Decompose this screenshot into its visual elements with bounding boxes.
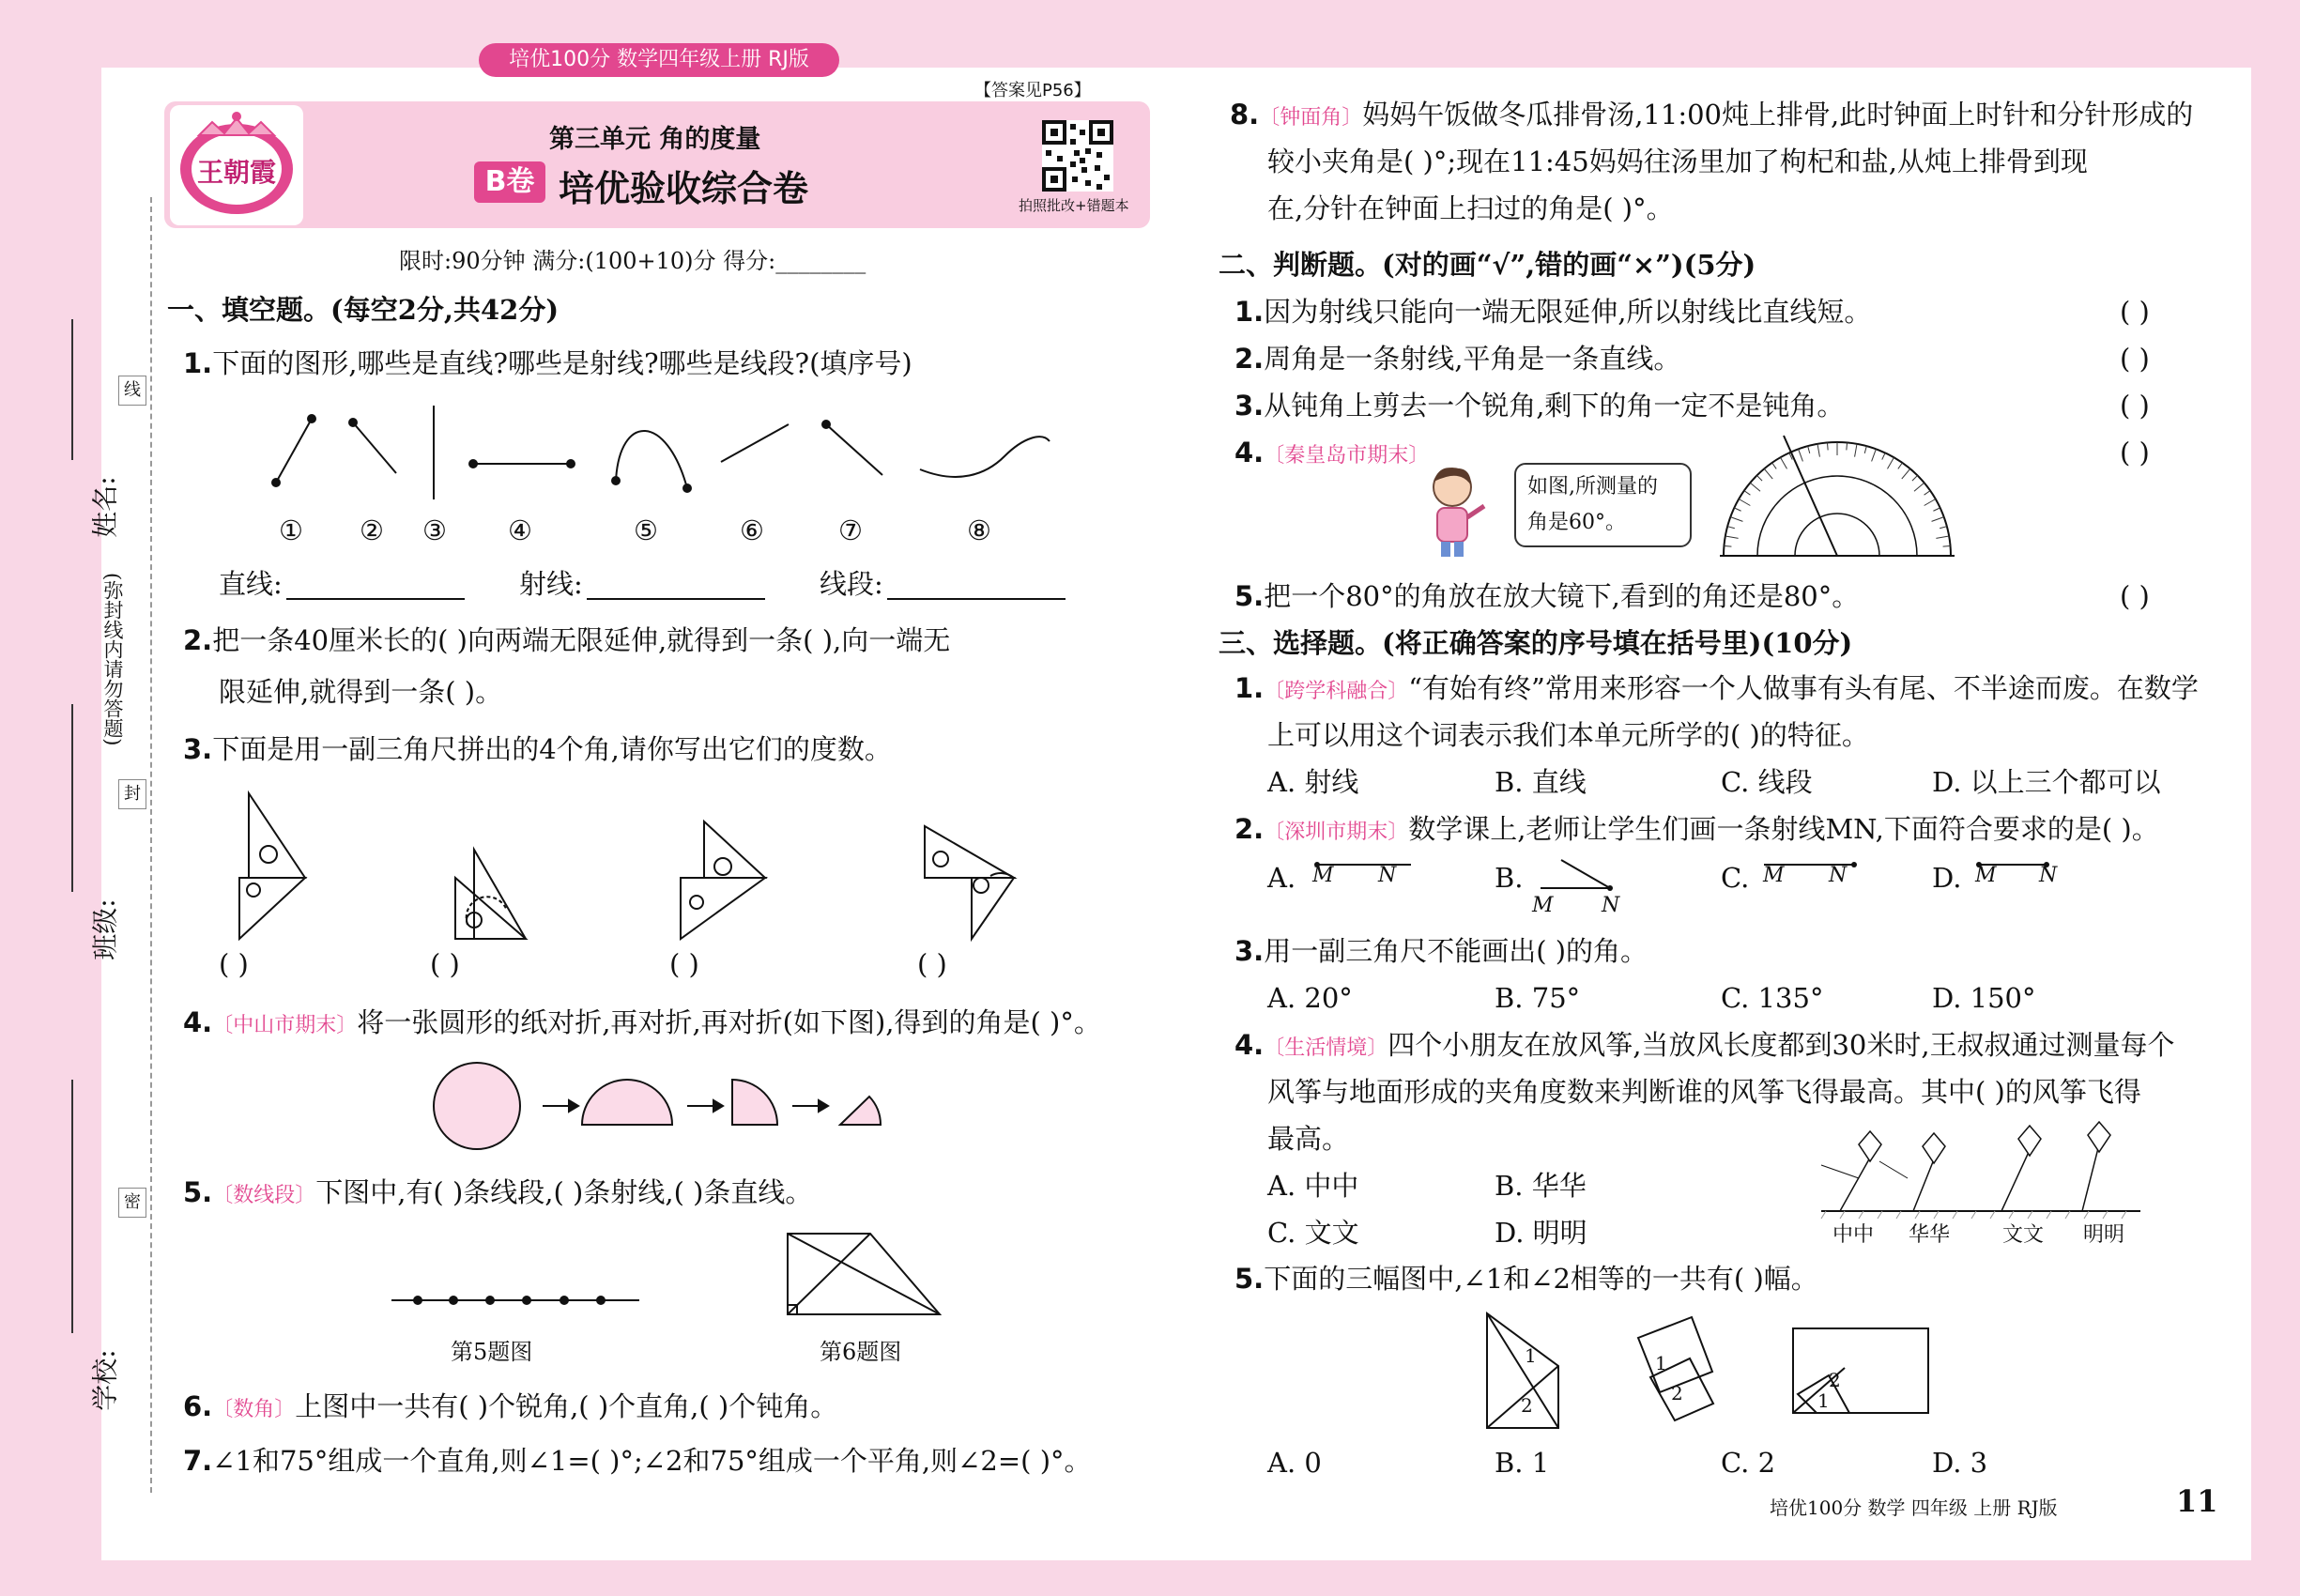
c1-line1: “有始有终”常用来形容一个人做事有头有尾、不半途而废。在数学 — [1408, 672, 2199, 704]
judge-5-text: 把一个80°的角放在放大镜下,看到的角还是80°。 — [1264, 580, 1860, 612]
seal-notice: (弥封线内请勿答题) — [101, 573, 124, 746]
c4-opt-a[interactable]: A. 中中 — [1267, 1170, 1359, 1202]
q1-line-blank[interactable] — [286, 598, 465, 600]
kite-name-4: 明明 — [2083, 1223, 2125, 1247]
q3-blank-3[interactable]: ( ) — [669, 948, 699, 980]
c3-num: 3. — [1234, 935, 1265, 967]
name-label: 姓名: — [89, 476, 121, 538]
judge-4-answer[interactable]: ( ) — [2120, 437, 2150, 468]
c3-opt-c[interactable]: C. 135° — [1721, 982, 1824, 1014]
protractor-tick — [1847, 442, 1848, 450]
judge-1-text: 因为射线只能向一端无限延伸,所以射线比直线短。 — [1264, 296, 1872, 328]
c1-opt-a[interactable]: A. 射线 — [1267, 766, 1359, 798]
judge-4-tag: 〔秦皇岛市期末〕 — [1264, 444, 1430, 468]
q3-text: 下面是用一副三角尺拼出的4个角,请你写出它们的度数。 — [212, 733, 892, 765]
q1-segment-blank[interactable] — [887, 598, 1066, 600]
q3-blank-4[interactable]: ( ) — [917, 948, 947, 980]
q1-figures — [263, 394, 1051, 507]
judge-5-answer[interactable]: ( ) — [2120, 580, 2150, 612]
q3-num: 3. — [183, 733, 213, 765]
sidebar — [89, 141, 167, 1493]
c1-opt-b[interactable]: B. 直线 — [1495, 766, 1587, 798]
protractor-tick — [1943, 545, 1951, 546]
answer-ref: 【答案见P56】 — [974, 81, 1091, 100]
c2-b-m: M — [1532, 894, 1554, 917]
judge-2-answer[interactable]: ( ) — [2120, 343, 2150, 375]
q4-num: 4. — [183, 1006, 213, 1038]
meta-line: 限时:90分钟 满分:(100+10)分 得分:________ — [399, 248, 866, 274]
q1-answer-segment: 线段: — [820, 568, 883, 600]
c5-fig2-angle2: 2 — [1671, 1382, 1683, 1404]
q6-caption: 第6题图 — [820, 1339, 902, 1365]
c2-opt-d[interactable]: D. — [1932, 862, 1962, 894]
c4-line1: 四个小朋友在放风筝,当放风长度都到30米时,王叔叔通过测量每个 — [1388, 1029, 2175, 1061]
protractor — [1720, 434, 1955, 560]
q2-line2: 限延伸,就得到一条( )。 — [219, 676, 503, 708]
c2-a-n: N — [1378, 864, 1397, 887]
q1-label-6: ⑥ — [740, 514, 764, 546]
child-illustration — [1422, 465, 1488, 559]
c4-tag: 〔生活情境〕 — [1264, 1036, 1388, 1060]
q2-num: 2. — [183, 624, 213, 656]
seal-seal-label: 封 — [118, 779, 146, 809]
q4-folding-figure — [432, 1061, 901, 1155]
bubble-line-2: 角是60°。 — [1527, 511, 1626, 534]
qr-caption: 拍照批改+错题本 — [1019, 197, 1129, 214]
c5-fig3-angle2: 2 — [1829, 1369, 1841, 1391]
c2-figure-b — [1535, 856, 1638, 894]
q1-label-3: ③ — [422, 514, 447, 546]
judge-1-answer[interactable]: ( ) — [2120, 296, 2150, 328]
q1-label-5: ⑤ — [634, 514, 658, 546]
c3-opt-b[interactable]: B. 75° — [1495, 982, 1581, 1014]
q5-tag: 〔数线段〕 — [212, 1184, 316, 1207]
q5-text: 下图中,有( )条线段,( )条射线,( )条直线。 — [315, 1176, 813, 1208]
judge-4-num: 4. — [1234, 437, 1265, 468]
c1-line2: 上可以用这个词表示我们本单元所学的( )的特征。 — [1267, 719, 1869, 751]
q6-text: 上图中一共有( )个锐角,( )个直角,( )个钝角。 — [295, 1390, 838, 1422]
q1-answer-ray: 射线: — [519, 568, 583, 600]
c5-fig2-angle1: 1 — [1655, 1352, 1667, 1374]
q1-label-4: ④ — [508, 514, 532, 546]
school-label: 学校: — [89, 1349, 121, 1411]
c1-opt-d[interactable]: D. 以上三个都可以 — [1932, 766, 2161, 798]
c5-opt-a[interactable]: A. 0 — [1267, 1447, 1322, 1479]
q1-label-1: ① — [279, 514, 303, 546]
q1-num: 1. — [183, 347, 213, 379]
protractor-tick — [1827, 442, 1828, 450]
q1-label-8: ⑧ — [967, 514, 991, 546]
q6-tag: 〔数角〕 — [212, 1398, 296, 1421]
c1-tag: 〔跨学科融合〕 — [1264, 680, 1409, 703]
c5-text: 下面的三幅图中,∠1和∠2相等的一共有( )幅。 — [1264, 1263, 1818, 1295]
c4-opt-d[interactable]: D. 明明 — [1495, 1217, 1587, 1249]
q3-figures — [216, 784, 1042, 944]
c2-opt-b[interactable]: B. — [1495, 862, 1524, 894]
volume-badge: B卷 — [474, 161, 545, 203]
c2-b-n: N — [1602, 894, 1620, 917]
c4-num: 4. — [1234, 1029, 1265, 1061]
c2-tag: 〔深圳市期末〕 — [1264, 821, 1409, 844]
c2-c-m: M — [1763, 864, 1785, 887]
qr-code — [1042, 120, 1113, 192]
q5-figure — [390, 1291, 643, 1310]
c2-a-m: M — [1312, 864, 1334, 887]
c2-opt-a[interactable]: A. — [1267, 862, 1296, 894]
q1-label-7: ⑦ — [838, 514, 863, 546]
c5-opt-d[interactable]: D. 3 — [1932, 1447, 1988, 1479]
logo — [170, 105, 303, 225]
speech-bubble — [1514, 463, 1692, 547]
q8-line2: 较小夹角是( )°;现在11:45妈妈往汤里加了枸杞和盐,从炖上排骨到现 — [1267, 146, 2088, 177]
c2-d-m: M — [1975, 864, 1997, 887]
q6-num: 6. — [183, 1390, 213, 1422]
q4-tag: 〔中山市期末〕 — [212, 1014, 358, 1037]
judge-3-num: 3. — [1234, 390, 1265, 422]
q6-figure — [784, 1230, 943, 1319]
judge-2-num: 2. — [1234, 343, 1265, 375]
q8-num: 8. — [1230, 99, 1260, 130]
judge-1-num: 1. — [1234, 296, 1265, 328]
q1-answer-line: 直线: — [219, 568, 283, 600]
c3-opt-a[interactable]: A. 20° — [1267, 982, 1353, 1014]
c3-text: 用一副三角尺不能画出( )的角。 — [1264, 935, 1648, 967]
kite-name-1: 中中 — [1832, 1223, 1875, 1247]
paper-title: 培优验收综合卷 — [559, 168, 809, 209]
c4-opt-c[interactable]: C. 文文 — [1267, 1217, 1359, 1249]
q1-label-2: ② — [360, 514, 384, 546]
c5-figures — [1483, 1310, 1934, 1432]
c3-opt-d[interactable]: D. 150° — [1932, 982, 2036, 1014]
c4-line3: 最高。 — [1267, 1123, 1350, 1155]
c5-opt-c[interactable]: C. 2 — [1721, 1447, 1776, 1479]
c4-line2: 风筝与地面形成的夹角度数来判断谁的风筝飞得最高。其中( )的风筝飞得 — [1267, 1076, 2141, 1108]
q8-line3: 在,分针在钟面上扫过的角是( )°。 — [1267, 192, 1674, 224]
q4-text: 将一张圆形的纸对折,再对折,再对折(如下图),得到的角是( )°。 — [357, 1006, 1101, 1038]
c5-fig1-angle2: 2 — [1521, 1394, 1533, 1417]
q5-caption: 第5题图 — [451, 1339, 533, 1365]
q3-blank-1[interactable]: ( ) — [219, 948, 249, 980]
judge-5-num: 5. — [1234, 580, 1265, 612]
header-box — [164, 101, 1150, 228]
c2-text: 数学课上,老师让学生们画一条射线MN,下面符合要求的是( )。 — [1408, 813, 2159, 845]
q7-text: ∠1和75°组成一个直角,则∠1=( )°;∠2和75°组成一个平角,则∠2=( )°。 — [212, 1445, 1092, 1477]
c1-num: 1. — [1234, 672, 1265, 704]
page-number: 11 — [2176, 1483, 2218, 1519]
seal-mi-label: 密 — [118, 1188, 146, 1218]
q3-blank-2[interactable]: ( ) — [430, 948, 460, 980]
c5-fig1-angle1: 1 — [1525, 1344, 1537, 1367]
section-2-title: 二、判断题。(对的画“√”,错的画“×”)(5分) — [1219, 249, 1756, 281]
c1-opt-c[interactable]: C. 线段 — [1721, 766, 1813, 798]
c5-opt-b[interactable]: B. 1 — [1495, 1447, 1550, 1479]
q1-ray-blank[interactable] — [587, 598, 765, 600]
judge-3-text: 从钝角上剪去一个锐角,剩下的角一定不是钝角。 — [1264, 390, 1845, 422]
class-label: 班级: — [89, 898, 121, 960]
unit-title: 第三单元 角的度量 — [549, 125, 761, 154]
section-1-title: 一、填空题。(每空2分,共42分) — [167, 294, 560, 326]
seal-line-label: 线 — [118, 376, 146, 406]
c4-opt-b[interactable]: B. 华华 — [1495, 1170, 1587, 1202]
bubble-line-1: 如图,所测量的 — [1527, 475, 1658, 499]
kite-name-3: 文文 — [2002, 1223, 2045, 1247]
top-banner: 培优100分 数学四年级上册 RJ版 — [479, 43, 839, 77]
c2-num: 2. — [1234, 813, 1265, 845]
logo-text: 王朝霞 — [196, 157, 276, 188]
kites-figure — [1821, 1122, 2140, 1225]
c2-c-n: N — [1829, 864, 1848, 887]
judge-3-answer[interactable]: ( ) — [2120, 390, 2150, 422]
kite-name-2: 华华 — [1909, 1223, 1951, 1247]
protractor-tick — [1724, 545, 1731, 546]
c2-d-n: N — [2039, 864, 2058, 887]
c2-opt-c[interactable]: C. — [1721, 862, 1750, 894]
q7-num: 7. — [183, 1445, 213, 1477]
q1-text: 下面的图形,哪些是直线?哪些是射线?哪些是线段?(填序号) — [212, 347, 912, 379]
q2-line1: 把一条40厘米长的( )向两端无限延伸,就得到一条( ),向一端无 — [212, 624, 951, 656]
c5-num: 5. — [1234, 1263, 1265, 1295]
q5-num: 5. — [183, 1176, 213, 1208]
judge-2-text: 周角是一条射线,平角是一条直线。 — [1264, 343, 1681, 375]
footer-text: 培优100分 数学 四年级 上册 RJ版 — [1770, 1496, 2058, 1519]
c5-fig3-angle1: 1 — [1817, 1389, 1830, 1412]
q8-tag: 〔钟面角〕 — [1259, 106, 1363, 130]
section-3-title: 三、选择题。(将正确答案的序号填在括号里)(10分) — [1219, 627, 1853, 659]
q8-line1: 妈妈午饭做冬瓜排骨汤,11:00炖上排骨,此时钟面上时针和分针形成的 — [1362, 99, 2194, 130]
